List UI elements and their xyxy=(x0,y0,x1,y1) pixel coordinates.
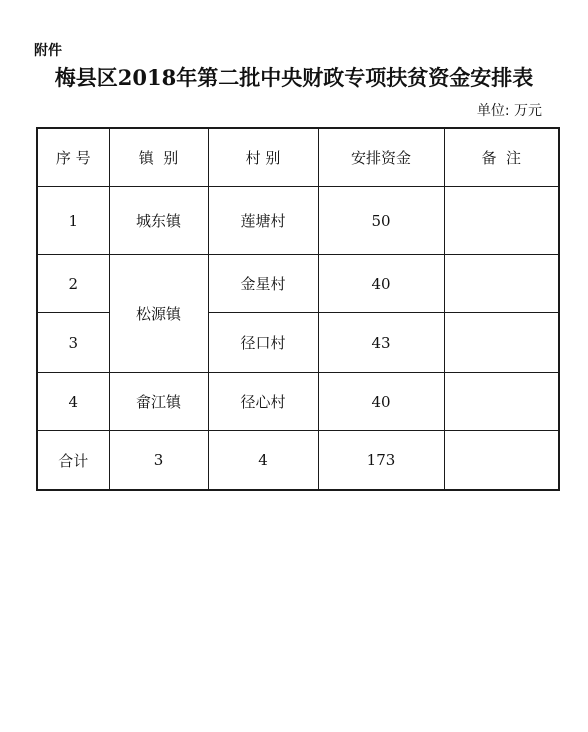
header-village: 村 别 xyxy=(208,128,318,187)
total-label: 合计 xyxy=(37,431,109,491)
document-title: 梅县区2018年第二批中央财政专项扶贫资金安排表 xyxy=(54,65,534,90)
cell-village: 径心村 xyxy=(208,373,318,431)
table-row xyxy=(37,373,559,431)
table-row xyxy=(37,255,559,313)
cell-seq: 3 xyxy=(37,313,109,373)
cell-town-merged: 松源镇 xyxy=(109,255,208,373)
header-town: 镇 别 xyxy=(109,128,208,187)
total-villages: 4 xyxy=(208,431,318,491)
unit-label: 单位: 万元 xyxy=(476,103,542,119)
total-remark xyxy=(444,431,559,491)
total-row xyxy=(37,431,559,491)
cell-remark xyxy=(444,373,559,431)
header-seq: 序 号 xyxy=(37,128,109,187)
cell-village: 径口村 xyxy=(208,313,318,373)
table-row xyxy=(37,187,559,255)
cell-seq: 1 xyxy=(37,187,109,255)
header-remark: 备 注 xyxy=(444,128,559,187)
cell-remark xyxy=(444,255,559,313)
allocation-table xyxy=(36,127,560,491)
cell-town: 畲江镇 xyxy=(109,373,208,431)
cell-town: 城东镇 xyxy=(109,187,208,255)
cell-seq: 4 xyxy=(37,373,109,431)
cell-remark xyxy=(444,313,559,373)
table-header-row xyxy=(37,128,559,187)
cell-village: 金星村 xyxy=(208,255,318,313)
cell-village: 莲塘村 xyxy=(208,187,318,255)
cell-remark xyxy=(444,187,559,255)
cell-seq: 2 xyxy=(37,255,109,313)
cell-amount: 40 xyxy=(318,373,444,431)
header-amount: 安排资金 xyxy=(318,128,444,187)
cell-amount: 43 xyxy=(318,313,444,373)
total-towns: 3 xyxy=(109,431,208,491)
cell-amount: 50 xyxy=(318,187,444,255)
cell-amount: 40 xyxy=(318,255,444,313)
total-amount: 173 xyxy=(318,431,444,491)
attachment-label: 附件 xyxy=(34,43,62,59)
